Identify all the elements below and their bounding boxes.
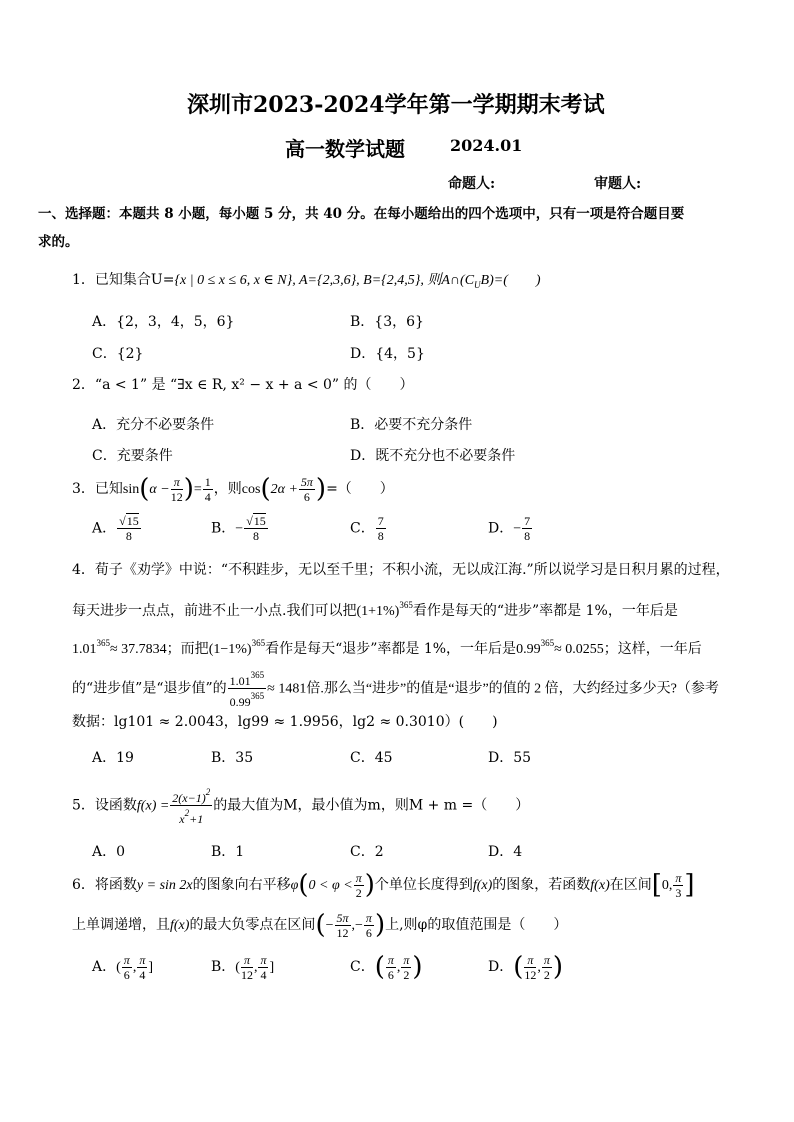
exam-title: 深圳市2023-2024学年第一学期期末考试 <box>187 92 605 118</box>
q3-known: 已知 <box>94 481 123 497</box>
section-heading <box>38 200 684 256</box>
q6-l1j: 在区间 <box>609 877 652 893</box>
q6-l2-neg1: − <box>325 918 334 933</box>
q4-line4a: 的“进步值”是“退步值”的 <box>72 680 227 697</box>
reviewer-label: 审题人: <box>594 176 642 192</box>
q6-option-c-label: C． <box>350 959 375 975</box>
q3-six: 6 <box>303 489 310 504</box>
q3-option-b[interactable]: B．− $\frac{√15}{8}$ <box>211 514 266 543</box>
q4-line3g: 0.99 <box>516 642 541 657</box>
q6-b-four: 4 <box>260 967 267 982</box>
q5-fx: f(x) = <box>136 798 170 814</box>
q6-d-twelve: 12 <box>524 967 537 982</box>
q6-b-pi2: π <box>260 952 267 967</box>
q3-number: 3． <box>72 481 95 497</box>
q3-five-pi: 5π <box>300 474 313 489</box>
q5-den-rest: +1 <box>189 812 204 826</box>
q3-option-c[interactable] <box>350 514 387 543</box>
q3-alpha: α − <box>149 482 170 497</box>
q4-frac-den-exp: 365 <box>250 691 265 701</box>
q2-number: 2． <box>72 377 95 393</box>
q4-line3a: 1.01 <box>72 642 97 657</box>
q4-option-b[interactable]: B．35 <box>211 750 254 766</box>
q6-l1c: 的图象向右平移 <box>192 877 291 893</box>
q5-option-b[interactable]: B．1 <box>211 844 245 860</box>
q6-l2-twelve: 12 <box>336 925 349 940</box>
q6-d-pi1: π <box>524 953 536 968</box>
question-4-line5: 数据：lg101 ≈ 2.0043，lg99 ≈ 1.9956，lg2 ≈ 0.3010）( ) <box>72 714 498 730</box>
q6-d-pi2: π <box>543 952 550 967</box>
q1-set-b: , B={2,4,5} <box>356 273 421 288</box>
q6-option-a[interactable]: A．( $\frac{\pi}{6}$ , $\frac{\pi}{4}$ ] <box>92 952 153 982</box>
q3-sin: sin <box>122 482 140 497</box>
q6-l2c: 的最大负零点在区间 <box>189 917 316 933</box>
q6-option-a-label: A． <box>92 959 117 975</box>
exam-subtitle: 高一数学试题 <box>285 137 405 161</box>
q6-option-b[interactable]: B．( $\frac{\pi}{12}$ , $\frac{\pi}{4}$ ] <box>211 952 275 982</box>
q3-option-b-label: B． <box>211 520 236 537</box>
q6-l1d: φ <box>290 878 299 893</box>
q3-option-c-label: C． <box>350 520 375 537</box>
q2-option-d[interactable]: D．既不充分也不必要条件 <box>350 448 516 464</box>
q6-l1i: f(x) <box>590 878 610 893</box>
q6-l2d: 上,则φ的取值范围是（ ） <box>385 917 568 933</box>
q6-l1b: y = sin 2x <box>136 878 193 893</box>
q4-line3e: 365 <box>251 638 266 648</box>
q1-ask: , 则A∩(C <box>420 273 475 288</box>
q5-den-expr: x <box>179 812 185 826</box>
q1-ask-sub: U <box>474 279 481 290</box>
q3-option-b-minus: − <box>235 521 244 537</box>
q4-frac-den: 0.99 <box>229 695 251 709</box>
q1-option-a[interactable]: A．{2，3，4，5，6} <box>92 314 235 330</box>
q6-c-pi2: π <box>403 952 410 967</box>
q4-line3d: (1−1%) <box>208 642 252 657</box>
question-4-line2 <box>72 596 678 621</box>
q6-l1g: f(x) <box>472 878 493 893</box>
q4-frac-num-exp: 365 <box>250 670 265 680</box>
q4-line2c: 365 <box>399 600 413 610</box>
q6-l2-neg2: − <box>355 918 363 933</box>
question-4-line3 <box>72 634 702 659</box>
q3-option-d-label: D． <box>488 520 514 537</box>
q6-l2a: 上单调递增，且 <box>72 917 170 933</box>
q6-a-pi1: π <box>123 952 130 967</box>
q6-c-pi1: π <box>387 952 394 967</box>
q6-b-twelve: 12 <box>240 967 253 982</box>
q4-number: 4． <box>72 562 95 578</box>
exam-date: 2024.01 <box>450 136 523 155</box>
q6-l2b: f(x) <box>170 918 190 933</box>
q1-option-b[interactable]: B．{3，6} <box>350 314 424 330</box>
q4-line1: 荀子《劝学》中说：“不积跬步，无以至千里；不积小流，无以成江海.”所以说学习是日积月累的过程， <box>94 562 730 578</box>
q1-set-a: , A={2,3,6} <box>292 273 357 288</box>
q1-set-u: {x | 0 ≤ x ≤ 6, x ∈ N} <box>174 273 293 288</box>
q3-two-alpha: 2α + <box>270 482 298 497</box>
q4-line3i: ≈ 0.0255；这样，一年后 <box>554 642 702 657</box>
q1-prefix: 已知集合U= <box>94 272 175 288</box>
q6-l1-two: 2 <box>355 885 362 900</box>
q2-option-b[interactable]: B．必要不充分条件 <box>350 417 473 433</box>
q5-number: 5． <box>72 797 95 814</box>
q6-l1k-three: 3 <box>675 885 682 900</box>
question-3: 3．已知sin(α − $\frac{\pi}{12}$ )= $\frac{1}{4}$ ，则cos(2α + $\frac{5\pi}{6}$ )=（ ） <box>72 474 394 504</box>
q3-option-c-eight: 8 <box>377 529 384 543</box>
q6-l2-five-pi: 5π <box>336 910 349 925</box>
question-4-line1 <box>72 561 730 579</box>
q6-option-b-label: B． <box>211 959 236 975</box>
q4-line3b: 365 <box>96 638 110 648</box>
q3-end: =（ ） <box>326 481 394 497</box>
question-4-line4 <box>72 668 719 709</box>
q6-l2-comma: , <box>351 918 356 933</box>
author-label: 命题人: <box>448 176 496 192</box>
q6-number: 6． <box>72 877 95 893</box>
q6-l1e: 0 < φ < <box>308 878 353 893</box>
q3-twelve: 12 <box>170 489 183 504</box>
q5-tail: 的最大值为M，最小值为m，则M + m =（ ） <box>213 797 530 814</box>
q1-option-d[interactable]: D．{4，5} <box>350 346 425 362</box>
q6-a-four: 4 <box>139 967 146 982</box>
q6-l1h: 的图象，若函数 <box>492 877 591 893</box>
q1-ask-end: B)=( ) <box>480 273 541 288</box>
q2-option-c[interactable]: C．充要条件 <box>92 448 173 464</box>
q3-pi: π <box>171 475 183 490</box>
q2-option-a[interactable]: A．充分不必要条件 <box>92 417 215 433</box>
q3-then: ，则 <box>213 481 242 497</box>
q6-l1k: 0, <box>661 878 673 893</box>
q3-four: 4 <box>204 489 211 504</box>
q3-option-d-seven: 7 <box>524 514 531 528</box>
q6-d-two: 2 <box>543 967 550 982</box>
question-6-line2: 上单调递增，且f(x)的最大负零点在区间(− $\frac{5\pi}{12}$ ,− $\frac{\pi}{6}$ )上,则φ的取值范围是（ ） <box>72 910 568 940</box>
q3-option-d[interactable] <box>488 514 533 543</box>
q3-option-a[interactable]: A． $\frac{√15}{8}$ <box>92 514 139 543</box>
q6-l2-six: 6 <box>365 925 372 940</box>
q6-l1a: 将函数 <box>94 877 137 893</box>
q4-line2a: 每天进步一点点，前进不止一小点.我们可以把 <box>72 603 357 619</box>
q5-option-d[interactable]: D．4 <box>488 844 523 860</box>
q5-num-expr: 2(x−1) <box>172 791 206 805</box>
q4-option-c[interactable]: C．45 <box>350 750 393 766</box>
q2-text: “a < 1” 是 “∃x ∈ R, x² − x + a < 0” 的（ ） <box>94 377 414 393</box>
q5-option-c[interactable]: C．2 <box>350 844 384 860</box>
q4-option-a[interactable]: A．19 <box>92 750 134 766</box>
q6-option-d-label: D． <box>488 959 514 975</box>
q6-l1f: 个单位长度得到 <box>374 877 473 893</box>
question-6-line1: 6．将函数y = sin 2x的图象向右平移φ(0 < φ < $\frac{\pi}{2}$ )个单位长度得到f(x)的图象，若函数f(x)在区间[0, $\frac{\pi}{3}$ ] <box>72 870 695 900</box>
q5-num-sq: 2 <box>205 787 211 797</box>
q3-option-d-minus: − <box>513 521 522 537</box>
section-heading-line2: 求的。 <box>38 234 79 250</box>
q4-frac-num: 1.01 <box>229 674 251 688</box>
q3-one: 1 <box>204 474 211 489</box>
question-1 <box>72 271 541 294</box>
question-2 <box>72 376 414 394</box>
q4-line3f: 看作是每天“退步”率都是 1%，一年后是 <box>265 641 517 657</box>
q4-option-d[interactable]: D．55 <box>488 750 532 766</box>
q6-l1k-pi: π <box>675 870 682 885</box>
q3-option-b-eight: 8 <box>253 529 259 543</box>
q3-cos: cos <box>241 482 261 497</box>
q4-line3c: ≈ 37.7834；而把 <box>110 642 209 657</box>
q4-line4b: ≈ 1481倍.那么当“进步”的值是“退步”的值的 2 倍，大约经过多少天?（参考 <box>267 681 719 697</box>
q6-a-pi2: π <box>139 952 146 967</box>
q6-c-two: 2 <box>403 967 410 982</box>
q6-l2-pi: π <box>365 910 372 925</box>
q1-number: 1． <box>72 272 95 288</box>
q4-line2d: 看作是每天的“进步”率都是 1%，一年后是 <box>412 603 678 619</box>
question-5 <box>72 785 529 826</box>
q3-option-a-sqrt15: 15 <box>126 514 139 528</box>
q6-option-d[interactable]: D．( $\frac{\pi}{12}$ , $\frac{\pi}{2}$ ) <box>488 952 564 982</box>
q5-lead: 设函数 <box>94 797 137 814</box>
q3-option-d-eight: 8 <box>524 529 531 543</box>
q6-b-pi1: π <box>241 953 253 968</box>
q6-option-c[interactable]: C．( $\frac{\pi}{6}$ , $\frac{\pi}{2}$ ) <box>350 952 423 982</box>
q6-c-six: 6 <box>387 967 394 982</box>
q4-line3h: 365 <box>540 638 555 648</box>
q3-eq: = <box>193 482 202 497</box>
q3-option-c-seven: 7 <box>377 514 384 528</box>
q6-l1-pi: π <box>355 870 362 885</box>
q4-line2b: (1+1%) <box>356 604 400 619</box>
q5-option-a[interactable]: A．0 <box>92 844 126 860</box>
q3-option-a-eight: 8 <box>125 529 132 543</box>
q3-option-a-label: A． <box>92 520 117 537</box>
q1-option-c[interactable]: C．{2} <box>92 346 144 362</box>
q3-option-b-sqrt15: 15 <box>253 514 266 528</box>
q6-a-six: 6 <box>123 967 130 982</box>
q5-den-sq: 2 <box>184 808 190 818</box>
section-heading-line1: 一、选择题：本题共 8 小题，每小题 5 分，共 40 分。在每小题给出的四个选项中，只有一项是符合题目要 <box>38 206 685 222</box>
